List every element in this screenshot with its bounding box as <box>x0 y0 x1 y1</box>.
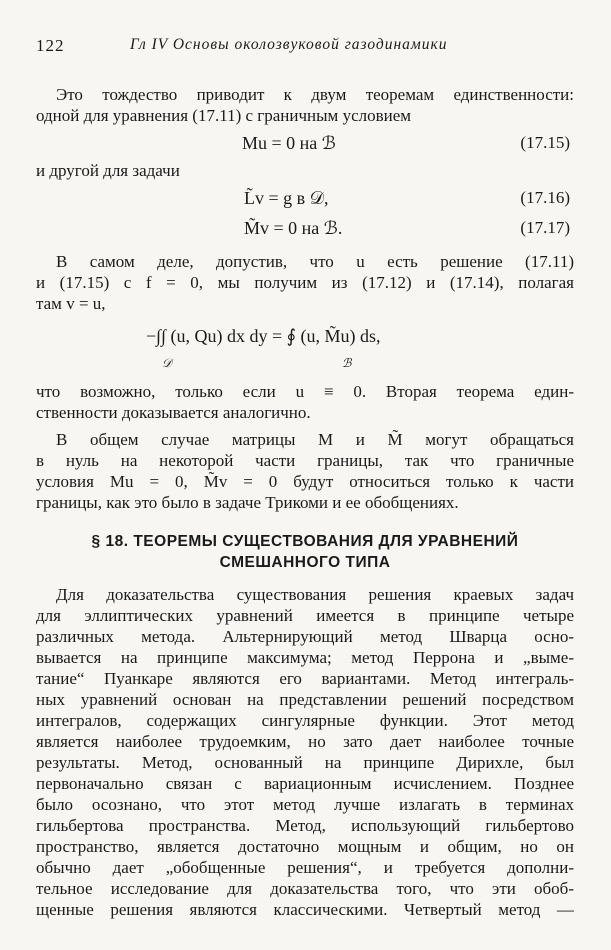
para5-line-6: ных уравнений основан на представлении решений посредством <box>36 690 574 709</box>
equation-number-17-17: (17.17) <box>520 218 570 237</box>
equation-number-17-16: (17.16) <box>520 188 570 207</box>
equation-17-15: Mu = 0 на ℬ <box>242 133 336 153</box>
integral-equation <box>146 326 486 370</box>
para5-line-11: было осознано, что этот метод лучше излагать в терминах <box>36 795 574 814</box>
equation-17-17: M̃v = 0 на ℬ. <box>244 218 343 238</box>
para4-line-3: условия Mu = 0, M̃v = 0 будут относиться только к части <box>36 472 574 491</box>
integral-domain-subscript: 𝒟 <box>162 356 172 370</box>
para4-line-4: границы, как это было в задаче Трикоми и ее обобщениях. <box>36 493 459 512</box>
para3-line-2: ственности доказывается аналогично. <box>36 403 311 422</box>
para5-line-14: обычно дает „обобщенные решения“, и требуется дополни- <box>36 858 574 877</box>
para3-line-1: что возможно, только если u ≡ 0. Вторая теорема един- <box>36 382 574 401</box>
para1-line-1: Это тождество приводит к двум теоремам единственности: <box>56 85 574 104</box>
para5-line-10: первоначально связан с вариационным исчислением. Позднее <box>36 774 574 793</box>
para2-line-1: В самом деле, допустив, что u есть решение (17.11) <box>56 252 574 271</box>
text-other-problem: и другой для задачи <box>36 161 180 180</box>
running-head: Гл IV Основы околозвуковой газодинамики <box>130 36 448 53</box>
para5-line-12: гильбертова пространства. Метод, использующий гильбертово <box>36 816 574 835</box>
para5-line-7: интегралов, содержащих сингулярные функции. Этот метод <box>36 711 574 730</box>
integral-boundary-subscript: ℬ <box>342 356 352 370</box>
para5-line-4: вывается на принципе максимума; метод Перрона и „выме- <box>36 648 574 667</box>
para5-line-9: результаты. Метод, основанный на принципе Дирихле, был <box>36 753 574 772</box>
para2-line-2: и (17.15) с f = 0, мы получим из (17.12) и (17.14), полагая <box>36 273 574 292</box>
para5-line-1: Для доказательства существования решения краевых задач <box>56 585 574 604</box>
para5-line-16: щенные решения являются классическими. Четвертый метод — <box>36 900 574 919</box>
para5-line-8: является наиболее трудоемким, но зато дает наиболее точные <box>36 732 574 751</box>
section-title-line-1: § 18. ТЕОРЕМЫ СУЩЕСТВОВАНИЯ ДЛЯ УРАВНЕНИЙ <box>91 533 519 550</box>
equation-number-17-15: (17.15) <box>520 133 570 152</box>
page-header <box>36 30 574 58</box>
page-number: 122 <box>36 36 65 55</box>
integral-formula: −∫∫ (u, Qu) dx dy = ∮ (u, M̃u) ds, <box>146 326 381 346</box>
para5-line-13: пространство, является достаточно мощным и общим, но он <box>36 837 574 856</box>
para5-line-3: различных метода. Альтернирующий метод Шварца осно- <box>36 627 574 646</box>
para1-line-2: одной для уравнения (17.11) с граничным условием <box>36 106 412 125</box>
section-title-line-2: СМЕШАННОГО ТИПА <box>219 554 391 571</box>
book-page <box>36 30 574 919</box>
para2-line-3: там v = u, <box>36 294 106 313</box>
para5-line-5: тание“ Пуанкаре являются его вариантами. Метод интеграль- <box>36 669 574 688</box>
equation-17-16: L̃v = g в 𝒟, <box>244 188 329 208</box>
para5-line-2: для эллиптических уравнений имеется в принципе четыре <box>36 606 574 625</box>
para4-line-1: В общем случае матрицы M и M̃ могут обращаться <box>56 430 574 449</box>
para5-line-15: тельное исследование для доказательства того, что эти обоб- <box>36 879 574 898</box>
para4-line-2: в нуль на некоторой части границы, так что граничные <box>36 451 574 470</box>
